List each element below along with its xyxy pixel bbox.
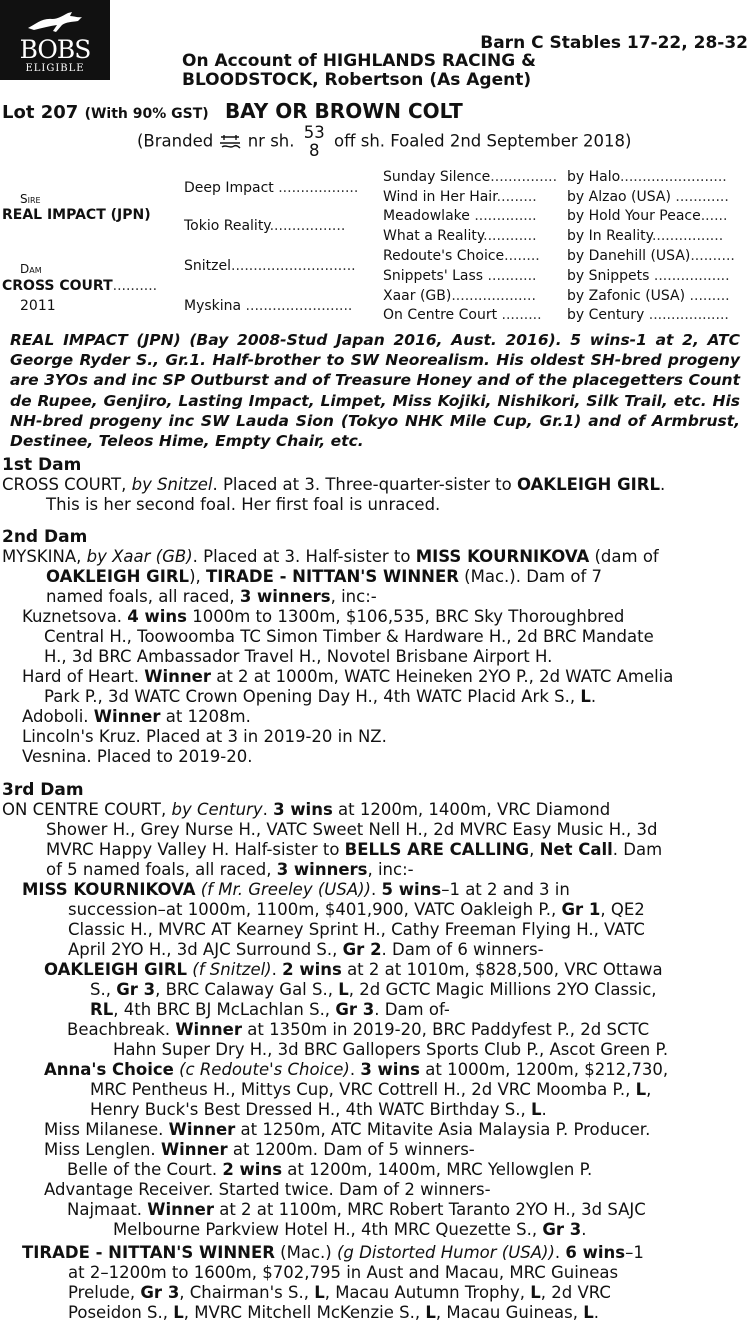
- second-dam-heading: 2nd Dam: [2, 527, 88, 547]
- bobs-eligible-logo: [0, 0, 110, 80]
- grandsire-entry: Deep Impact ..................: [184, 180, 359, 196]
- produce-record: Lincoln's Kruz. Placed at 3 in 2019-20 in NZ.: [22, 727, 387, 746]
- sire-of-ggp: by Century ..................: [567, 307, 729, 323]
- great-grandparent: On Centre Court .........: [383, 307, 542, 323]
- dam-name: CROSS COURT: [2, 278, 113, 294]
- sire-of-ggp: by Zafonic (USA) .........: [567, 288, 730, 304]
- dam-label: Dam: [20, 262, 42, 276]
- granddam-entry: Myskina ........................: [184, 298, 353, 314]
- granddam-entry: Tokio Reality.................: [184, 218, 346, 234]
- sire-of-ggp: by Snippets .................: [567, 268, 730, 284]
- sire-of-ggp: by Danehill (USA)..........: [567, 248, 735, 264]
- produce-record: Vesnina. Placed to 2019-20.: [22, 747, 253, 766]
- sire-name: REAL IMPACT (JPN): [2, 207, 151, 223]
- great-grandparent: Sunday Silence...............: [383, 169, 558, 185]
- grandsire-entry: Snitzel............................: [184, 258, 356, 274]
- third-dam-paragraph: ON CENTRE COURT, by Century. 3 wins at 1200m, 1400m, VRC Diamond Shower H., Grey Nurse H., VATC Sweet Nell H., 2d MVRC Easy Music H., 3d MVRC Happy Valley H. Half-sister to BELLS ARE CALLING, Net Call. Dam of 5 named foals, all raced, 3 winners, inc:-: [2, 800, 663, 879]
- lot-number: Lot 207: [2, 102, 79, 123]
- barn-stables: Barn C Stables 17-22, 28-32: [480, 33, 748, 53]
- dam-entry: CROSS COURT..........: [2, 278, 158, 294]
- account-line: On Account of HIGHLANDS RACING &: [182, 51, 536, 71]
- produce-record: Miss Milanese. Winner at 1250m, ATC Mitavite Asia Malaysia P. Producer.: [44, 1120, 651, 1139]
- first-dam-heading: 1st Dam: [2, 455, 82, 475]
- great-grandparent: Wind in Her Hair.........: [383, 189, 537, 205]
- sire-of-ggp: by Alzao (USA) ............: [567, 189, 729, 205]
- lot-description: BAY OR BROWN COLT: [224, 99, 463, 123]
- produce-record: Anna's Choice (c Redoute's Choice). 3 wins at 1000m, 1200m, $212,730, MRC Pentheus H., Mittys Cup, VRC Cottrell H., 2d VRC Moomba P., L, Henry Buck's Best Dressed H., 4th WATC Birthday S., L.: [44, 1060, 669, 1119]
- produce-record: TIRADE - NITTAN'S WINNER (Mac.) (g Distorted Humor (USA)). 6 wins–1 at 2–1200m to 1600m, $702,795 in Aust and Macau, MRC Guineas Prelude, Gr 3, Chairman's S., L, Macau Autumn Trophy, L, 2d VRC Poseidon S., L, MVRC Mitchell McKenzie S., L, Macau Guineas, L.: [22, 1243, 644, 1322]
- produce-record: Adoboli. Winner at 1208m.: [22, 707, 251, 726]
- sire-of-ggp: by Hold Your Peace......: [567, 208, 728, 224]
- racehorse-icon: [26, 10, 84, 34]
- logo-text: BOBS: [19, 35, 91, 64]
- dam-year: 2011: [20, 298, 56, 314]
- great-grandparent: Xaar (GB)...................: [383, 288, 536, 304]
- sire-label: Sire: [20, 192, 41, 206]
- great-grandparent: Redoute's Choice........: [383, 248, 540, 264]
- brand-symbol-icon: [218, 134, 242, 150]
- great-grandparent: Snippets' Lass ...........: [383, 268, 537, 284]
- logo-subtext: ELIGIBLE: [25, 63, 85, 74]
- produce-record: Belle of the Court. 2 wins at 1200m, 1400m, MRC Yellowglen P.: [67, 1160, 593, 1179]
- produce-record: Miss Lenglen. Winner at 1200m. Dam of 5 winners-: [44, 1140, 475, 1159]
- second-dam-paragraph: MYSKINA, by Xaar (GB). Placed at 3. Half-sister to MISS KOURNIKOVA (dam of OAKLEIGH GIRL), TIRADE - NITTAN'S WINNER (Mac.). Dam of 7 named foals, all raced, 3 winners, inc:-: [2, 547, 659, 606]
- first-dam-paragraph: CROSS COURT, by Snitzel. Placed at 3. Three-quarter-sister to OAKLEIGH GIRL. This is her second foal. Her first foal is unraced.: [2, 475, 666, 514]
- produce-record: Hard of Heart. Winner at 2 at 1000m, WATC Heineken 2YO P., 2d WATC Amelia Park P., 3d WATC Crown Opening Day H., 4th WATC Placid Ark S., L.: [22, 667, 674, 706]
- produce-record: Najmaat. Winner at 2 at 1100m, MRC Robert Taranto 2YO H., 3d SAJC Melbourne Parkview Hotel H., 4th MRC Quezette S., Gr 3.: [67, 1200, 646, 1239]
- produce-record: MISS KOURNIKOVA (f Mr. Greeley (USA)). 5 wins–1 at 2 and 3 in succession–at 1000m, 1100m, $401,900, VATC Oakleigh P., Gr 1, QE2 Classic H., MVRC AT Kearney Sprint H., Cathy Freeman Flying H., VATC April 2YO H., 3d AJC Surround S., Gr 2. Dam of 6 winners-: [22, 880, 645, 959]
- brand-line: (Branded nr sh. 53 8 off sh. Foaled 2nd September 2018): [137, 123, 632, 160]
- sire-of-ggp: by In Reality................: [567, 228, 724, 244]
- sire-summary: REAL IMPACT (JPN) (Bay 2008-Stud Japan 2016, Aust. 2016). 5 wins-1 at 2, ATC George Ryder S., Gr.1. Half-brother to SW Neorealism. His oldest SH-bred progeny are 3YOs and inc SP Outburst and of Treasure Honey and of the placegetters Count de Rupee, Genjiro, Lasting Impact, Limpet, Miss Kojiki, Nishikori, Silk Trail, etc. His NH-bred progeny inc SW Lauda Sion (Tokyo NHK Mile Cup, Gr.1) and of Armbrust, Destinee, Teleos Hime, Empty Chair, etc.: [10, 331, 740, 451]
- account-of: [182, 52, 602, 90]
- gst-note: (With 90% GST): [84, 106, 209, 122]
- account-line: BLOODSTOCK, Robertson (As Agent): [182, 70, 532, 90]
- great-grandparent: Meadowlake ..............: [383, 208, 537, 224]
- produce-record: OAKLEIGH GIRL (f Snitzel). 2 wins at 2 at 1010m, $828,500, VRC Ottawa S., Gr 3, BRC Calaway Gal S., L, 2d GCTC Magic Millions 2YO Classic, RL, 4th BRC BJ McLachlan S., Gr 3. Dam of-: [44, 960, 663, 1019]
- lot-title: [2, 101, 463, 124]
- third-dam-heading: 3rd Dam: [2, 780, 84, 800]
- sire-of-ggp: by Halo........................: [567, 169, 727, 185]
- produce-record: Beachbreak. Winner at 1350m in 2019-20, BRC Paddyfest P., 2d SCTC Hahn Super Dry H., 3d BRC Gallopers Sports Club P., Ascot Green P.: [67, 1020, 669, 1059]
- brand-number: 53 8: [303, 123, 325, 160]
- produce-record: Kuznetsova. 4 wins 1000m to 1300m, $106,535, BRC Sky Thoroughbred Central H., Toowoomba TC Simon Timber & Hardware H., 2d BRC Mandate H., 3d BRC Ambassador Travel H., Novotel Brisbane Airport H.: [22, 607, 654, 666]
- great-grandparent: What a Reality............: [383, 228, 537, 244]
- produce-record: Advantage Receiver. Started twice. Dam of 2 winners-: [44, 1180, 491, 1199]
